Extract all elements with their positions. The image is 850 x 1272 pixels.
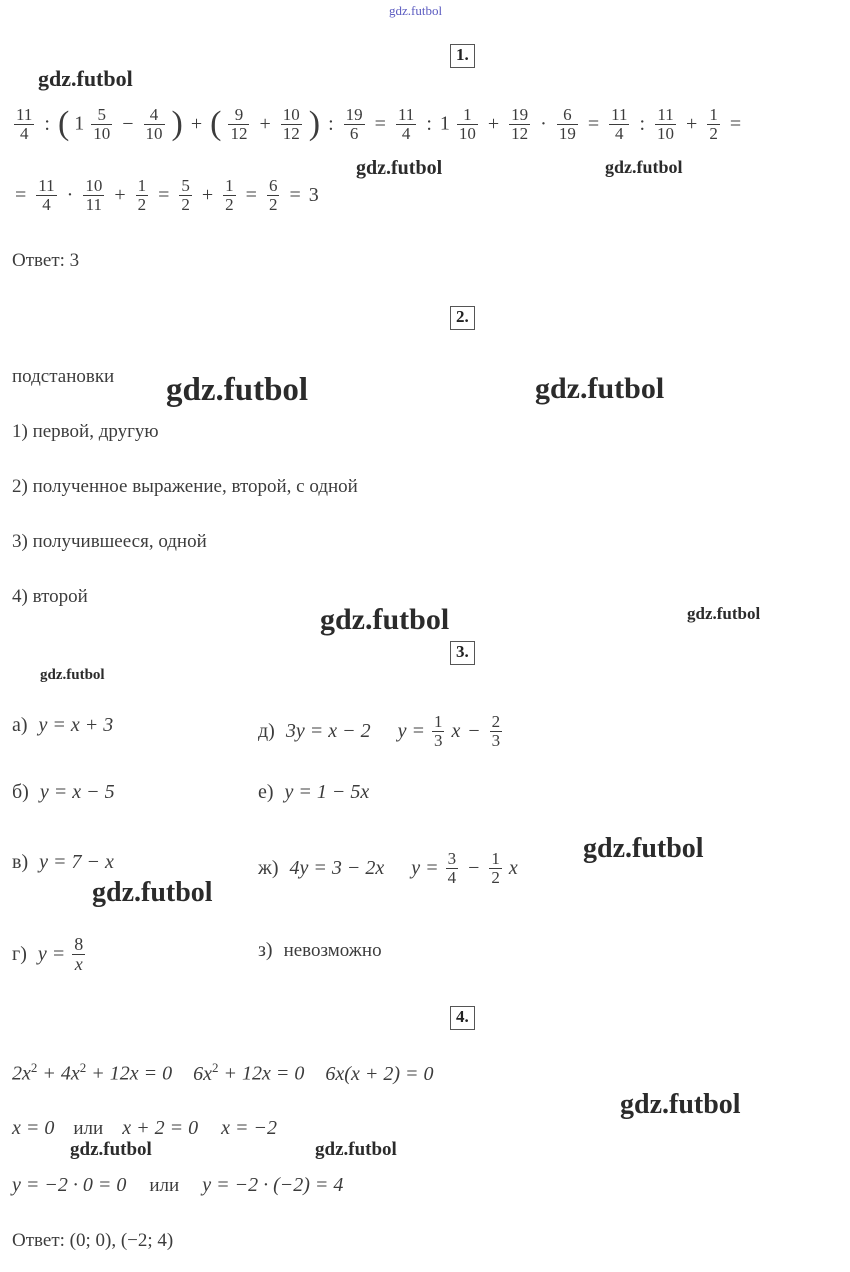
watermark: gdz.futbol bbox=[356, 157, 443, 179]
task3-item-g bbox=[12, 936, 87, 975]
fraction: $\frac{5}{2}$ bbox=[181, 176, 190, 214]
fraction: $\frac{11}{4}$ bbox=[611, 104, 628, 143]
task1-answer: Ответ: 3 bbox=[12, 250, 80, 271]
expr-part: y = −2 · (−2) = 4 bbox=[202, 1174, 344, 1196]
watermark: gdz.futbol bbox=[38, 66, 133, 91]
item-expression: y = x + 3 bbox=[38, 714, 114, 736]
item-expression: невозможно bbox=[283, 940, 382, 961]
task-number-3: 3. bbox=[450, 641, 475, 665]
colon-operator: : bbox=[44, 112, 50, 135]
fraction: $\frac{1}{2}$ bbox=[225, 176, 234, 214]
expr-part: + 12x = 0 bbox=[223, 1062, 305, 1085]
open-paren: ( bbox=[210, 105, 222, 142]
exponent: 2 bbox=[79, 1060, 87, 1075]
task3-item-e bbox=[258, 781, 369, 804]
item-label: е) bbox=[258, 781, 274, 803]
task1-result: 3 bbox=[308, 183, 319, 206]
task4-line-1 bbox=[12, 1060, 433, 1086]
expr-part: 2x bbox=[12, 1062, 31, 1085]
item-label: а) bbox=[12, 714, 28, 736]
item-expression: 4y = 3 − 2x bbox=[289, 856, 385, 879]
watermark: gdz.futbol bbox=[40, 667, 105, 683]
fraction: $\frac{11}{4}$ bbox=[38, 176, 55, 214]
fraction: $\frac{1}{2}$ bbox=[491, 849, 500, 887]
fraction: $\frac{10}{12}$ bbox=[282, 104, 300, 143]
fraction: $\frac{19}{6}$ bbox=[345, 104, 363, 143]
fraction: $\frac{1}{10}$ bbox=[458, 104, 476, 143]
item-label: в) bbox=[12, 851, 29, 873]
expr-part: 6x(x + 2) = 0 bbox=[325, 1062, 434, 1085]
equals-operator: = bbox=[158, 183, 170, 206]
watermark: gdz.futbol bbox=[315, 1139, 397, 1160]
variable-x: x bbox=[451, 719, 461, 742]
plus-operator: + bbox=[201, 183, 214, 206]
plus-operator: + bbox=[259, 112, 271, 135]
task-number-1: 1. bbox=[450, 44, 475, 68]
variable-x: x bbox=[508, 856, 518, 879]
colon-operator: : bbox=[328, 112, 334, 135]
task-number-2: 2. bbox=[450, 306, 475, 330]
task3-item-v bbox=[12, 851, 114, 874]
equals-operator: = bbox=[587, 112, 600, 135]
fraction: $\frac{19}{12}$ bbox=[511, 104, 529, 143]
dot-operator: · bbox=[66, 183, 74, 206]
expr-part: + 12x = 0 bbox=[91, 1062, 173, 1085]
number-one: 1 bbox=[439, 112, 450, 135]
item-expression: y = x − 5 bbox=[39, 781, 115, 803]
item-label: б) bbox=[12, 781, 29, 803]
watermark: gdz.futbol bbox=[605, 157, 683, 177]
watermark: gdz.futbol bbox=[687, 604, 761, 623]
item-expression: 3y = x − 2 bbox=[285, 719, 371, 742]
watermark: gdz.futbol bbox=[620, 1089, 741, 1120]
item-label: г) bbox=[12, 942, 27, 965]
task2-heading: подстановки bbox=[12, 366, 115, 387]
task2-item-1: 1) первой, другую bbox=[12, 421, 159, 442]
watermark: gdz.futbol bbox=[535, 372, 665, 405]
expr-part: x + 2 = 0 bbox=[122, 1117, 199, 1139]
exponent: 2 bbox=[30, 1060, 38, 1075]
plus-operator: + bbox=[114, 183, 126, 206]
exponent: 2 bbox=[212, 1060, 219, 1075]
fraction: $\frac{11}{4}$ bbox=[16, 104, 33, 143]
task3-item-d bbox=[258, 714, 504, 751]
fraction: $\frac{11}{4}$ bbox=[397, 104, 415, 143]
equals-operator: = bbox=[245, 183, 257, 206]
dot-operator: · bbox=[540, 112, 547, 135]
plus-operator: + bbox=[686, 112, 698, 135]
minus-operator: − bbox=[122, 112, 134, 135]
expr-part: x = −2 bbox=[221, 1117, 277, 1139]
task2-item-2: 2) полученное выражение, второй, с одной bbox=[12, 476, 358, 497]
open-paren: ( bbox=[57, 105, 70, 142]
equals-operator: = bbox=[374, 112, 386, 135]
fraction: $\frac{5}{10}$ bbox=[93, 104, 111, 143]
task3-item-b bbox=[12, 781, 115, 804]
watermark: gdz.futbol bbox=[320, 603, 450, 636]
task-number-4: 4. bbox=[450, 1006, 475, 1030]
fraction: $\frac{1}{2}$ bbox=[137, 176, 147, 214]
fraction: $\frac{11}{10}$ bbox=[657, 104, 675, 143]
item-label: ж) bbox=[258, 856, 279, 879]
expr-part: 6x bbox=[193, 1062, 213, 1085]
fraction: $\frac{8}{x}$ bbox=[74, 934, 84, 974]
or-word: или bbox=[73, 1118, 104, 1139]
task2-item-4: 4) второй bbox=[12, 586, 88, 607]
plus-operator: + bbox=[190, 112, 203, 135]
fraction: $\frac{1}{3}$ bbox=[433, 712, 443, 750]
item-expression-lead: y = bbox=[37, 942, 66, 965]
or-word: или bbox=[149, 1175, 180, 1196]
task4-line-2 bbox=[12, 1117, 277, 1140]
expr-part: y = −2 · 0 = 0 bbox=[12, 1174, 127, 1196]
fraction: $\frac{4}{10}$ bbox=[145, 104, 163, 143]
task4-line-3 bbox=[12, 1174, 343, 1197]
equals-operator: = bbox=[729, 112, 742, 135]
watermark: gdz.futbol bbox=[389, 3, 443, 18]
expr-part: + 4x bbox=[42, 1062, 80, 1085]
item-label: д) bbox=[258, 719, 275, 742]
expr-part: x = 0 bbox=[12, 1117, 55, 1139]
plus-operator: + bbox=[487, 112, 500, 135]
minus-operator: − bbox=[468, 856, 480, 879]
item-expression: y = 1 − 5x bbox=[284, 781, 370, 803]
fraction: $\frac{1}{2}$ bbox=[709, 104, 718, 143]
task3-item-zh bbox=[258, 851, 518, 888]
equals-operator: = bbox=[289, 183, 301, 206]
task1-solution-line-2 bbox=[12, 178, 319, 215]
minus-operator: − bbox=[468, 719, 480, 742]
watermark: gdz.futbol bbox=[583, 833, 704, 864]
equals-operator: = bbox=[15, 183, 27, 206]
fraction: $\frac{10}{11}$ bbox=[85, 176, 103, 214]
fraction: $\frac{6}{2}$ bbox=[268, 176, 278, 214]
fraction: $\frac{3}{4}$ bbox=[447, 849, 457, 887]
close-paren: ) bbox=[308, 105, 321, 142]
task3-item-z bbox=[258, 939, 382, 962]
fraction: $\frac{6}{19}$ bbox=[558, 104, 576, 143]
item-label: з) bbox=[258, 939, 273, 961]
watermark: gdz.futbol bbox=[166, 372, 309, 408]
item-expression-second-lead: y = bbox=[411, 856, 439, 879]
item-expression-second-lead: y = bbox=[397, 719, 425, 742]
watermark: gdz.futbol bbox=[70, 1139, 152, 1160]
task4-answer: Ответ: (0; 0), (−2; 4) bbox=[12, 1230, 174, 1251]
colon-operator: : bbox=[426, 112, 432, 135]
colon-operator: : bbox=[639, 112, 646, 135]
fraction: $\frac{2}{3}$ bbox=[491, 712, 501, 750]
close-paren: ) bbox=[171, 105, 183, 142]
fraction: $\frac{9}{12}$ bbox=[230, 104, 248, 143]
task2-item-3: 3) получившееся, одной bbox=[12, 531, 207, 552]
watermark: gdz.futbol bbox=[92, 877, 213, 908]
mixed-whole: 1 bbox=[74, 112, 85, 135]
task3-item-a bbox=[12, 714, 113, 737]
task1-solution-line-1 bbox=[12, 106, 744, 144]
item-expression: y = 7 − x bbox=[39, 851, 114, 873]
